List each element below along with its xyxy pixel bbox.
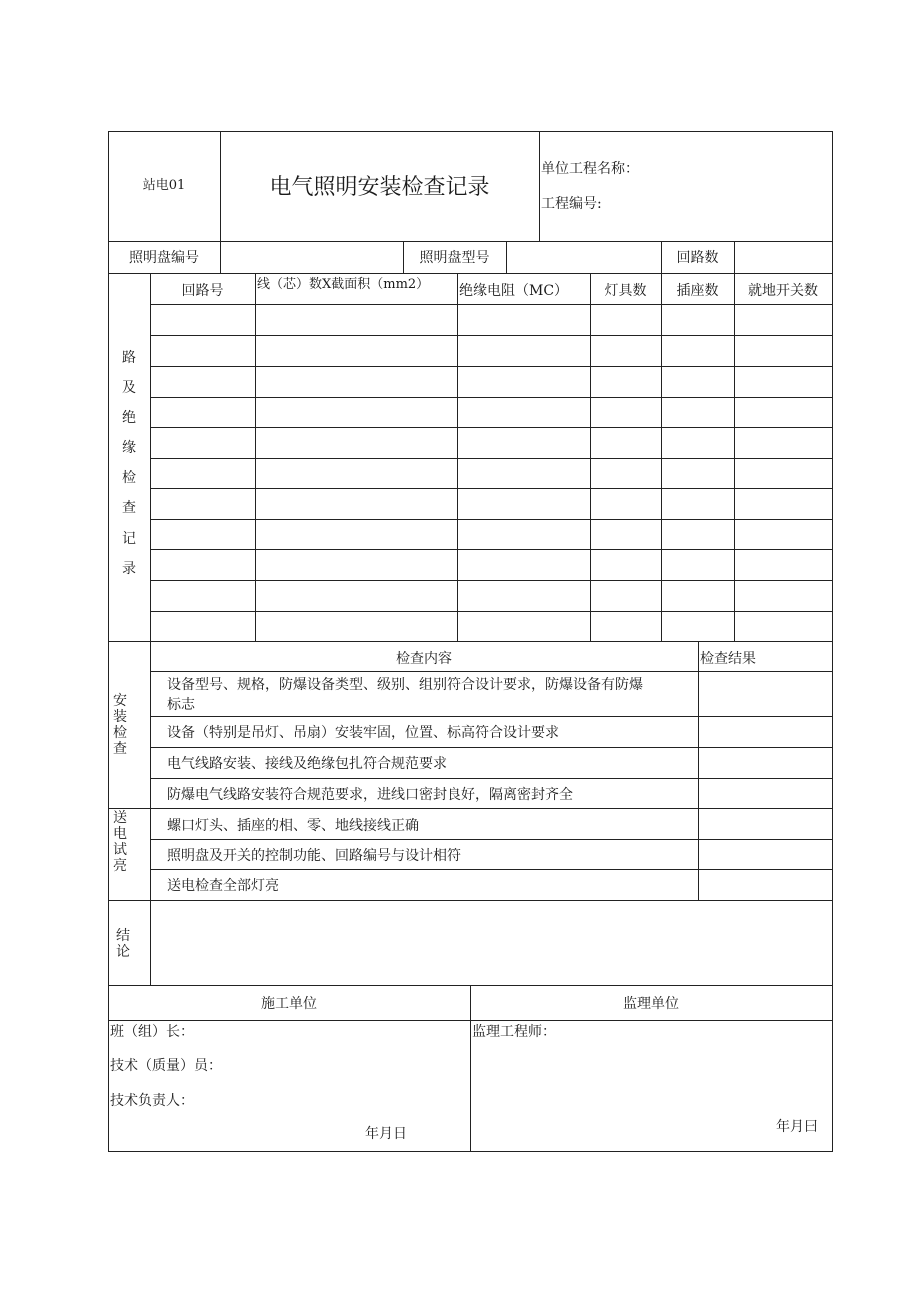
line bbox=[108, 241, 833, 242]
supervision-unit-header: 监理单位 bbox=[623, 996, 679, 1012]
line bbox=[832, 131, 833, 1152]
side-char: 试 bbox=[113, 842, 127, 858]
column-header: 绝缘电阻（MC） bbox=[459, 283, 569, 299]
side-char: 论 bbox=[116, 944, 130, 960]
column-header: 回路号 bbox=[181, 283, 224, 299]
side-char: 绝 bbox=[122, 410, 136, 426]
side-char: 记 bbox=[122, 531, 136, 547]
line bbox=[506, 241, 507, 273]
page-title: 电气照明安装检查记录 bbox=[269, 175, 490, 200]
column-header: 线（芯）数X截面积（mm2） bbox=[257, 277, 430, 292]
line bbox=[150, 366, 833, 367]
line bbox=[150, 549, 833, 550]
side-char: 及 bbox=[122, 380, 136, 396]
side-char: 结 bbox=[116, 928, 130, 944]
line bbox=[108, 131, 833, 132]
line bbox=[150, 335, 833, 336]
line bbox=[150, 427, 833, 428]
line bbox=[108, 641, 833, 642]
inspection-result-header: 检查结果 bbox=[700, 651, 756, 667]
line bbox=[150, 671, 833, 672]
inspection-item: 螺口灯头、插座的相、零、地线接线正确 bbox=[167, 818, 419, 834]
inspection-item: 防爆电气线路安装符合规范要求，进线口密封良好，隔离密封齐全 bbox=[167, 787, 573, 803]
inspection-item: 设备（特别是吊灯、吊扇）安装牢固，位置、标高符合设计要求 bbox=[167, 725, 559, 741]
line bbox=[108, 808, 833, 809]
inspection-item: 送电检查全部灯亮 bbox=[167, 878, 279, 894]
side-char: 装 bbox=[113, 709, 127, 725]
line bbox=[108, 273, 833, 274]
unit-project-name-label: 单位工程名称： bbox=[541, 161, 639, 177]
side-char: 检 bbox=[113, 725, 127, 741]
line bbox=[698, 641, 699, 900]
team-leader-label: 班（组）长： bbox=[110, 1024, 194, 1040]
inspection-item-cont: 标志 bbox=[167, 697, 195, 713]
line bbox=[150, 519, 833, 520]
line bbox=[150, 778, 833, 779]
side-char: 检 bbox=[122, 470, 136, 486]
line bbox=[150, 273, 151, 985]
side-char: 亮 bbox=[113, 858, 127, 874]
panel-type-label: 照明盘型号 bbox=[419, 250, 490, 266]
panel-number-label: 照明盘编号 bbox=[129, 250, 199, 266]
side-char: 缘 bbox=[122, 440, 136, 456]
form-code: 站电01 bbox=[142, 178, 186, 193]
side-char: 查 bbox=[122, 500, 136, 516]
line bbox=[150, 397, 833, 398]
side-char: 路 bbox=[122, 350, 136, 366]
line bbox=[150, 869, 833, 870]
line bbox=[150, 747, 833, 748]
line bbox=[661, 273, 662, 641]
line bbox=[255, 273, 256, 641]
side-char: 安 bbox=[113, 693, 127, 709]
inspection-item: 设备型号、规格，防爆设备类型、级别、组别符合设计要求，防爆设备有防爆 bbox=[167, 677, 643, 693]
line bbox=[150, 580, 833, 581]
line bbox=[108, 1151, 833, 1152]
line bbox=[150, 304, 833, 305]
line bbox=[150, 839, 833, 840]
inspection-item: 电气线路安装、接线及绝缘包扎符合规范要求 bbox=[167, 756, 447, 772]
date-right: 年月曰 bbox=[776, 1119, 818, 1135]
column-header: 灯具数 bbox=[604, 283, 647, 299]
line bbox=[457, 273, 458, 641]
line bbox=[220, 241, 221, 273]
line bbox=[108, 900, 833, 901]
project-number-label: 工程编号: bbox=[541, 196, 602, 212]
line bbox=[539, 131, 540, 241]
side-char: 电 bbox=[113, 826, 127, 842]
line bbox=[150, 458, 833, 459]
date-left: 年月日 bbox=[365, 1126, 407, 1142]
line bbox=[590, 273, 591, 641]
side-char: 录 bbox=[122, 561, 136, 577]
side-char: 送 bbox=[113, 810, 127, 826]
column-header: 插座数 bbox=[676, 283, 719, 299]
column-header: 就地开关数 bbox=[748, 283, 818, 299]
technician-label: 技术（质量）员： bbox=[110, 1058, 222, 1074]
line bbox=[150, 716, 833, 717]
circuit-count-label: 回路数 bbox=[676, 250, 719, 266]
line bbox=[150, 488, 833, 489]
line bbox=[150, 611, 833, 612]
construction-unit-header: 施工单位 bbox=[261, 996, 317, 1012]
line bbox=[734, 273, 735, 641]
tech-lead-label: 技术负责人： bbox=[110, 1093, 194, 1109]
inspection-content-header: 检查内容 bbox=[396, 651, 452, 667]
supervisor-label: 监理工程师： bbox=[472, 1024, 556, 1040]
inspection-item: 照明盘及开关的控制功能、回路编号与设计相符 bbox=[167, 848, 461, 864]
line bbox=[734, 241, 735, 273]
side-char: 查 bbox=[113, 741, 127, 757]
